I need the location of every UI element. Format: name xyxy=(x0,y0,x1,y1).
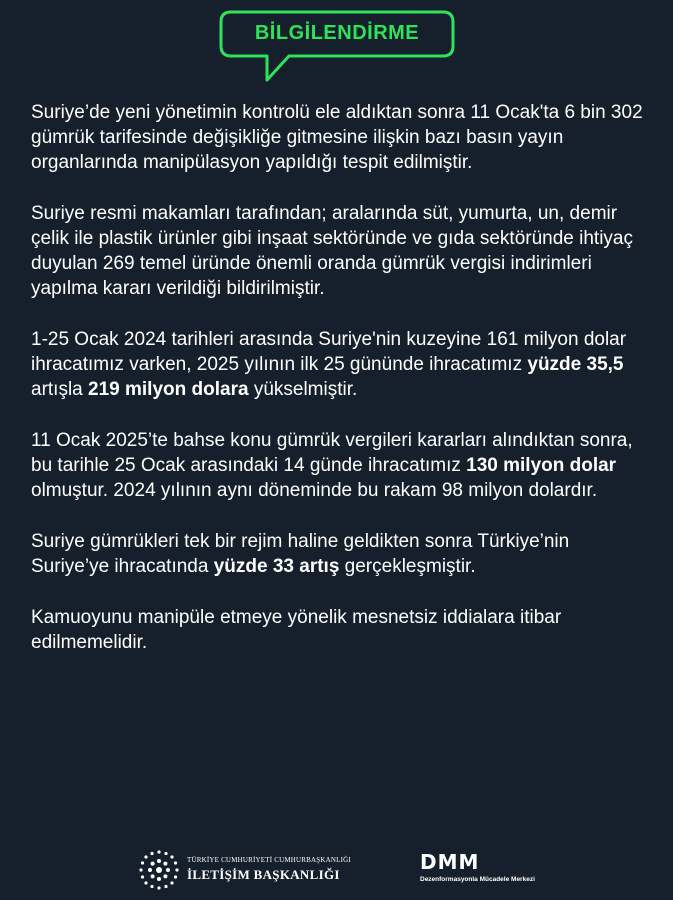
dmm-logo xyxy=(420,852,550,888)
badge-label: BİLGİLENDİRME xyxy=(254,22,420,44)
org-parent-name: TÜRKİYE CUMHURİYETİ CUMHURBAŞKANLIĞI xyxy=(187,856,351,864)
emblem-icon xyxy=(137,848,181,892)
highlight-percent: yüzde 33 artış xyxy=(213,556,340,577)
paragraph-3: 1-25 Ocak 2024 tarihleri arasında Suriye'nin kuzeyine 161 milyon dolar ihracatımız varken, 2025 yılının ilk 25 gününde ihracatımız yüzde 35,5 artışla 219 milyon dolara yükselmiştir. xyxy=(31,329,627,400)
dmm-subtitle: Dezenformasyonla Mücadele Merkezi xyxy=(420,876,535,883)
paragraph-4: 11 Ocak 2025’te bahse konu gümrük vergileri kararları alındıktan sonra, bu tarihle 25 Ocak arasındaki 14 günde ihracatımız 130 milyon dolar olmuştur. 2024 yılının aynı döneminde bu rakam 98 milyon dolardır. xyxy=(31,430,633,501)
org-name: İLETİŞİM BAŞKANLIĞI xyxy=(187,867,340,882)
iletisim-logo xyxy=(137,848,357,892)
paragraph-2: Suriye resmi makamları tarafından; aralarında süt, yumurta, un, demir çelik ile plastik ürünler gibi inşaat sektöründe ve gıda sektöründe ihtiyaç duyulan 269 temel üründe önemli oranda gümrük vergisi indirimleri yapılma kararı verildiği bildirilmiştir. xyxy=(31,203,633,299)
paragraph-5: Suriye gümrükleri tek bir rejim haline geldikten sonra Türkiye’nin Suriye’ye ihracatında yüzde 33 artış gerçekleşmiştir. xyxy=(31,531,570,577)
statement-body xyxy=(31,100,651,681)
highlight-amount: 219 milyon dolara xyxy=(88,379,249,400)
paragraph-1: Suriye’de yeni yönetimin kontrolü ele aldıktan sonra 11 Ocak'ta 6 bin 302 gümrük tarifesinde değişikliğe gitmesine ilişkin bazı basın yayın organlarında manipülasyon yapıldığı tespit edilmiştir. xyxy=(31,102,643,173)
highlight-percent: yüzde 35,5 xyxy=(527,354,624,375)
dmm-wordmark: DMM xyxy=(420,850,480,874)
info-badge xyxy=(217,10,457,86)
highlight-amount: 130 milyon dolar xyxy=(466,455,617,476)
paragraph-6: Kamuoyunu manipüle etmeye yönelik mesnetsiz iddialara itibar edilmemelidir. xyxy=(31,607,562,653)
